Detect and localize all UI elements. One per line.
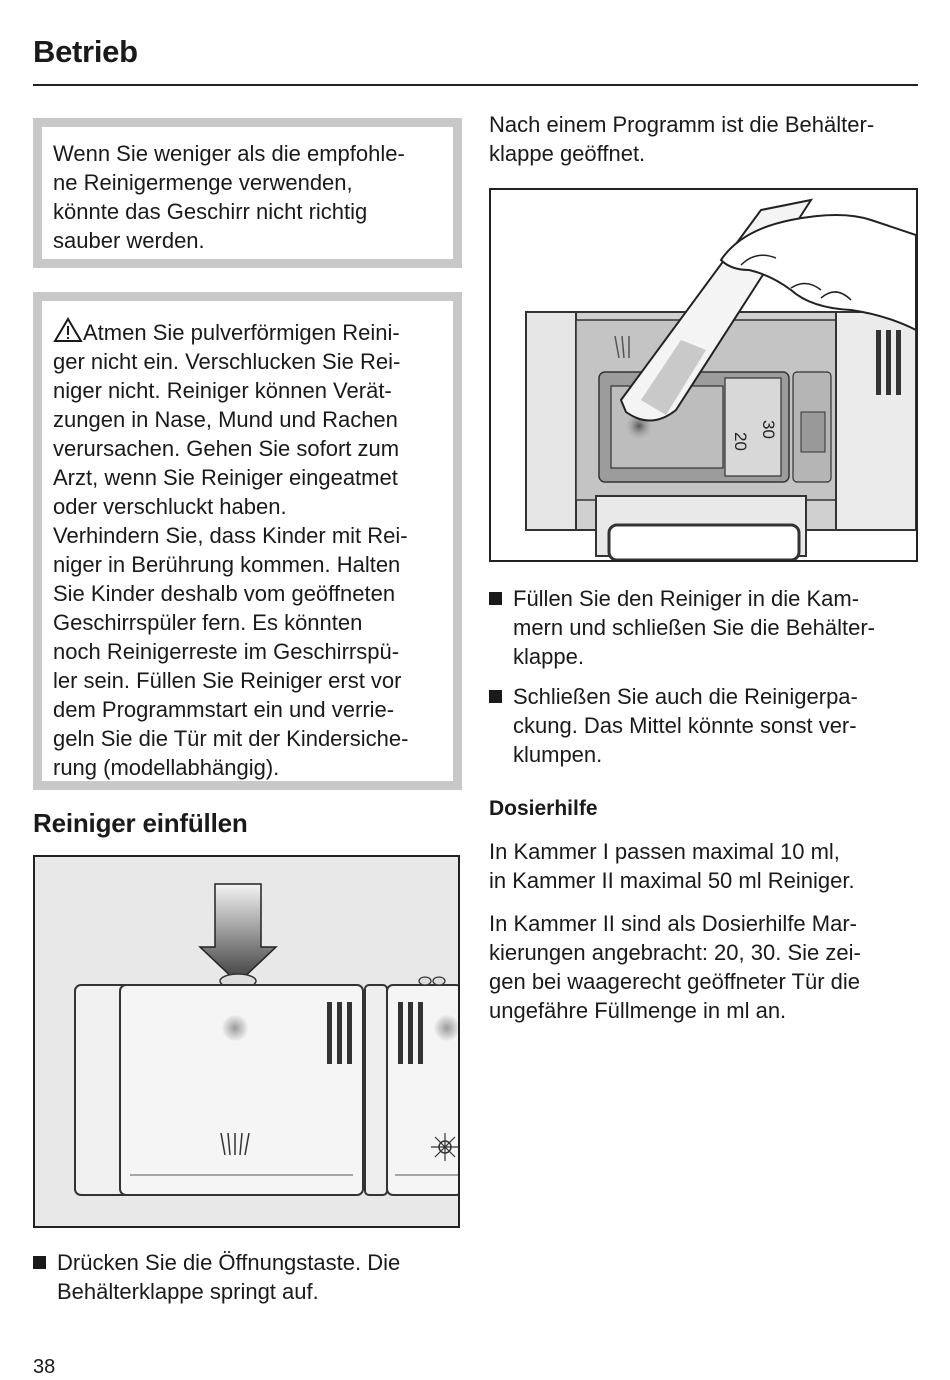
bullet-square-icon [33,1256,46,1269]
section-heading: Reiniger einfüllen [33,808,248,838]
warning-line: niger nicht. Reiniger können Verät- [53,378,392,403]
chamber-mark-20: 20 [731,432,750,451]
warning-line: niger in Berührung kommen. Halten [53,552,401,577]
bullet-line: Schließen Sie auch die Reinigerpa- [513,684,858,709]
bullet-line: Drücken Sie die Öffnungstaste. Die [57,1250,401,1275]
dosierhilfe-line: in Kammer II maximal 50 ml Reiniger. [489,868,855,893]
bullet-item [489,682,919,769]
bullet-line: mern und schließen Sie die Behälter- [513,615,875,640]
warning-line: ler sein. Füllen Sie Reiniger erst vor [53,668,402,693]
dosage-notice-line: könnte das Geschirr nicht richtig [53,199,368,224]
dosierhilfe-line: In Kammer I passen maximal 10 ml, [489,839,840,864]
bullet-line: klumpen. [513,742,603,767]
warning-line: Sie Kinder deshalb vom geöffneten [53,581,396,606]
warning-line: Atmen Sie pulverförmigen Reini- [83,320,400,345]
dosierhilfe-line: ungefähre Füllmenge in ml an. [489,998,787,1023]
bullet-square-icon [489,690,502,703]
warning-line: dem Programmstart ein und verrie- [53,697,395,722]
right-column [489,110,919,1025]
warning-line: ger nicht ein. Verschlucken Sie Rei- [53,349,401,374]
warning-notice-box [33,292,462,790]
warning-line: zungen in Nase, Mund und Rachen [53,407,398,432]
bullet-square-icon [489,592,502,605]
dosierhilfe-line: In Kammer II sind als Dosierhilfe Mar- [489,911,857,936]
dispenser-closed-illustration [33,855,460,1228]
dosierhilfe-heading: Dosierhilfe [489,797,598,820]
dosierhilfe-line: kierungen angebracht: 20, 30. Sie zei- [489,940,861,965]
warning-line: verursachen. Gehen Sie sofort zum [53,436,400,461]
warning-triangle-icon [53,317,83,343]
bullet-item [33,1248,463,1306]
warning-line: oder verschluckt haben. [53,494,287,519]
bullet-line: ckung. Das Mittel könnte sonst ver- [513,713,857,738]
bullet-line: Füllen Sie den Reiniger in die Kam- [513,586,860,611]
bullet-item [489,584,919,671]
page-title: Betrieb [33,34,138,69]
dosage-notice-line: ne Reinigermenge verwenden, [53,170,353,195]
warning-line: Geschirrspüler fern. Es könnten [53,610,363,635]
intro-line: klappe geöffnet. [489,141,646,166]
warning-line: Verhindern Sie, dass Kinder mit Rei- [53,523,408,548]
warning-line: geln Sie die Tür mit der Kindersiche- [53,726,409,751]
page-number: 38 [33,1356,56,1378]
dosage-notice-line: Wenn Sie weniger als die empfohle- [53,141,405,166]
warning-line: rung (modellabhängig). [53,755,280,780]
dispenser-open-illustration [489,188,918,562]
intro-line: Nach einem Programm ist die Behälter- [489,112,875,137]
left-column [33,118,463,1306]
warning-line: Arzt, wenn Sie Reiniger eingeatmet [53,465,398,490]
bullet-line: klappe. [513,644,584,669]
title-rule [33,84,918,86]
dosage-notice-line: sauber werden. [53,228,205,253]
bullet-line: Behälterklappe springt auf. [57,1279,319,1304]
dosierhilfe-line: gen bei waagerecht geöffneter Tür die [489,969,861,994]
chamber-mark-30: 30 [759,420,778,439]
dosage-notice-box [33,118,462,268]
warning-line: noch Reinigerreste im Geschirrspü- [53,639,400,664]
